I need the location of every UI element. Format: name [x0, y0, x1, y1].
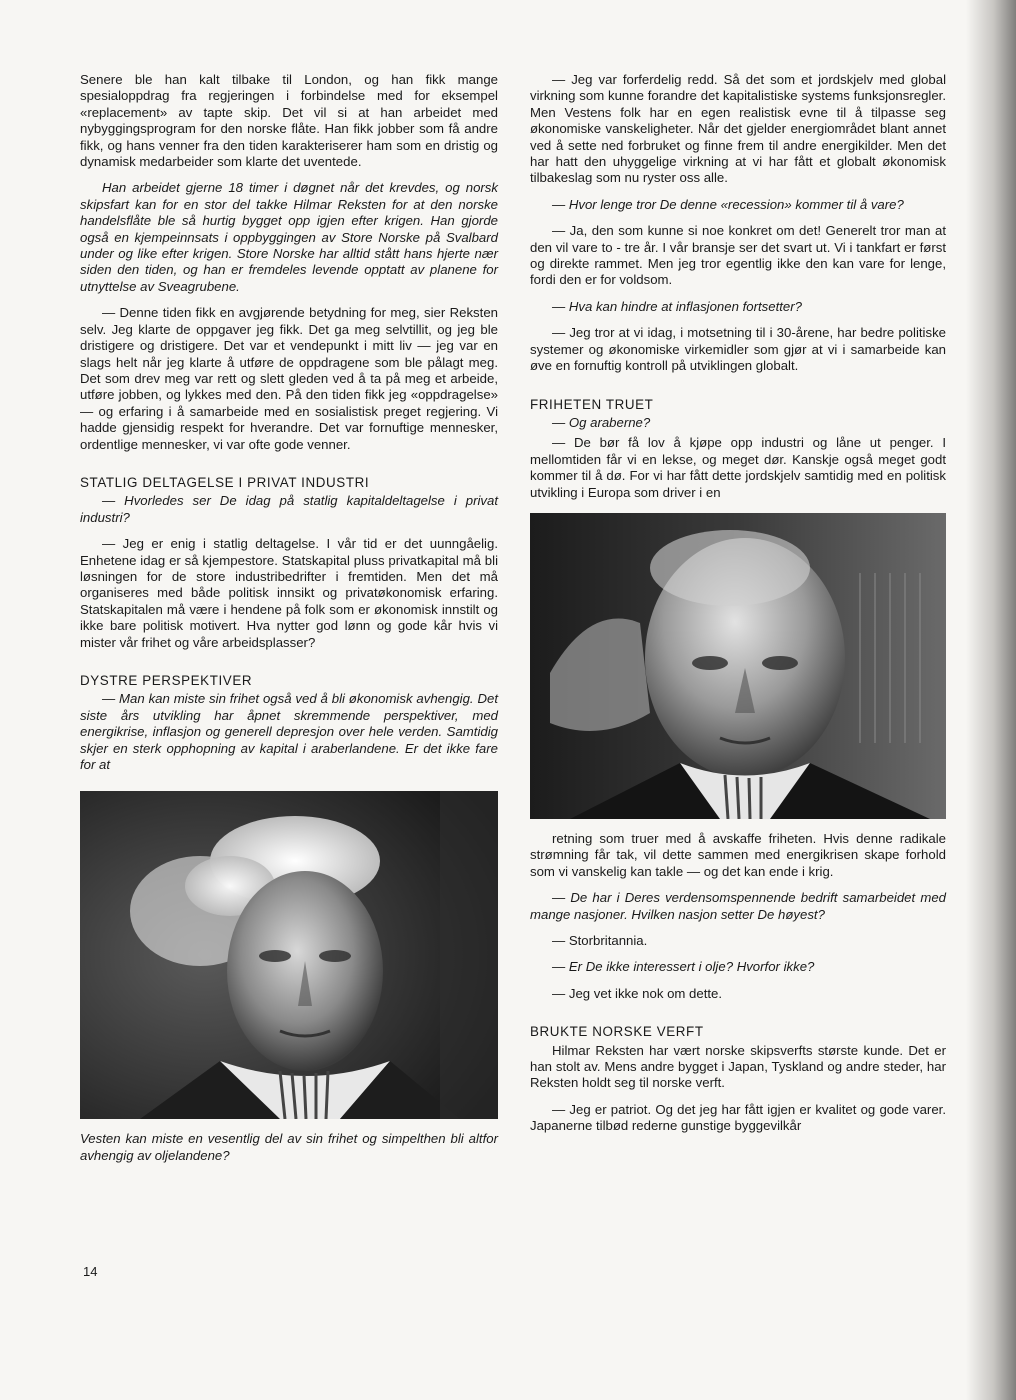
portrait-photo-left [80, 791, 498, 1119]
page-number: 14 [83, 1264, 98, 1279]
page-edge-shadow [966, 0, 1016, 1400]
paragraph: retning som truer med å avskaffe friheten. Hvis denne radikale strømning får tak, vil dette sammen med energikrisen skape forhold som vi vanskelig kan takle — og det kan ende i krig. [530, 830, 946, 879]
portrait-photo-left-image [80, 791, 498, 1119]
portrait-photo-right [530, 513, 946, 819]
paragraph: — Denne tiden fikk en avgjørende betydning for meg, sier Reksten selv. Jeg klarte de oppgaver jeg fikk. Det ga meg selvtillit, og jeg ble dristigere og dristigere. Det var et vendepunkt i mitt liv — jeg var en slags helt når jeg klarte å utføre de oppdragene som ble pålagt meg. Det som drev meg var rett og slett gleden ved å ta på meg et arbeide, utføre jobben, og lykkes med den. På den tiden fikk jeg «oppdragelse» — og erfaring i å samarbeide med en sosialistisk preget regjering. Vi hadde gjensidig respekt for hverandre. Det var fornuftige mennesker, ordentlige mennesker, vi var ofte gode venner. [80, 305, 498, 452]
interview-question: — Hva kan hindre at inflasjonen fortsetter? [552, 298, 802, 314]
interview-answer: — Storbritannia. [552, 932, 648, 948]
interview-answer: — Jeg vet ikke nok om dette. [552, 985, 723, 1001]
paragraph: Senere ble han kalt tilbake til London, og han fikk mange spesialoppdrag fra regjeringen i forbindelse med for eksempel «replacement» av tapte skip. Det vil si at han arbeidet med nybyggingsprogram for den norske flåte. Han fikk jobber som få andre fikk, og hans venner fra den tiden karakteriserer ham som en dristig og dynamisk medarbeider som klarte det uventede. [80, 72, 498, 170]
section-heading: FRIHETEN TRUET [530, 396, 654, 412]
paragraph: — Jeg tror at vi idag, i motsetning til i 30-årene, har bedre politiske systemer og økonomiske virkemidler som gjør at vi i samarbeide kan øve en fornuftig kontroll på utviklingen globalt. [530, 325, 946, 374]
paragraph: — Jeg er patriot. Og det jeg har fått igjen er kvalitet og gode varer. Japanerne tilbød rederne gunstige byggevilkår [530, 1101, 946, 1134]
section-heading: DYSTRE PERSPEKTIVER [80, 673, 253, 688]
interview-question: — Hvor lenge tror De denne «recession» kommer til å vare? [552, 196, 904, 212]
section-heading: STATLIG DELTAGELSE I PRIVAT INDUSTRI [80, 474, 370, 490]
portrait-photo-right-image [530, 513, 946, 819]
paragraph: — De bør få lov å kjøpe opp industri og låne ut penger. I mellomtiden får vi en lekse, og meget dør. Kanskje også meget godt kommer til å dø. For vi har fått dette jordskjelv samtidig med en politisk utvikling i Europa som driver i en [530, 435, 946, 500]
paragraph: — Jeg er enig i statlig deltagelse. I vår tid er det uunngåelig. Enhetene idag er så kjempestore. Statskapital pluss privatkapital må bli løsningen for de store industribedrifter i fremtiden. Men det må organiseres med både politisk innsikt og privatøkonomisk erfaring. Statskapitalen må være i hendene på folk som er økonomisk innstilt og ikke bare politisk motivert. Hva nytter god lønn og gode kår hvis vi mister vår frihet og våre arbeidsplasser? [80, 536, 498, 650]
left-column [80, 72, 498, 1174]
interview-question: — Man kan miste sin frihet også ved å bli økonomisk avhengig. Det siste års utvikling har åpnet skremmende perspektiver, med energikrise, inflasjon og generell depresjon over hele verden. Samtidig skjer en sterk opphopning av kapital i araberlandene. Er det ikke fare for at [80, 691, 498, 773]
interview-question: — Er De ikke interessert i olje? Hvorfor ikke? [552, 959, 815, 975]
photo-caption: Vesten kan miste en vesentlig del av sin frihet og simpelthen bli altfor avhengig av oljelandene? [80, 1131, 498, 1163]
interview-question: — De har i Deres verdensomspennende bedrift samarbeidet med mange nasjoner. Hvilken nasjon setter De høyest? [530, 890, 946, 922]
interview-question: — Hvorledes ser De idag på statlig kapitaldeltagelse i privat industri? [80, 493, 498, 525]
paragraph-italic: Han arbeidet gjerne 18 timer i døgnet når det krevdes, og norsk skipsfart kan for en stor del takke Hilmar Reksten for at den norske handelsflåte ble så hurtig bygget opp igjen efter krigen. Han gjorde også en kjempeinnsats i oppbyggingen av Store Norske på Svalbard under og like efter krigen. Store Norske har alltid stått hans hjerte nær siden den tiden, og han er fremdeles levende opptatt av planene for utnyttelse av Sveagrubene. [80, 180, 498, 294]
interview-question: — Og araberne? [552, 414, 651, 430]
paragraph: — Jeg var forferdelig redd. Så det som et jordskjelv med global virkning som kunne forandre det kapitalistiske systems funksjonsregler. Men Vestens folk har en egen realistisk evne til å tilpasse seg økonomiske vanskeligheter. Når det gjelder energiområdet blant annet ved å sette ned forbruket og finne frem til andre energikilder. Men det har hatt den uhyggelige virkning at vi har fått et globalt økonomisk tilbakeslag som nu ryster oss alle. [530, 72, 946, 186]
right-column [530, 72, 946, 1145]
paragraph: — Ja, den som kunne si noe konkret om det! Generelt tror man at den vil vare to - tre år. I vår bransje ser det svart ut. Vi i tankfart er først og direkte rammet. Men jeg tror egentlig ikke den kan vare for lenge, fordi den er for voldsom. [530, 223, 946, 288]
paragraph: Hilmar Reksten har vært norske skipsverfts største kunde. Det er han stolt av. Mens andre bygget i Japan, Tyskland og andre steder, har Reksten holdt seg til norske verft. [530, 1042, 946, 1091]
section-heading: BRUKTE NORSKE VERFT [530, 1024, 704, 1040]
